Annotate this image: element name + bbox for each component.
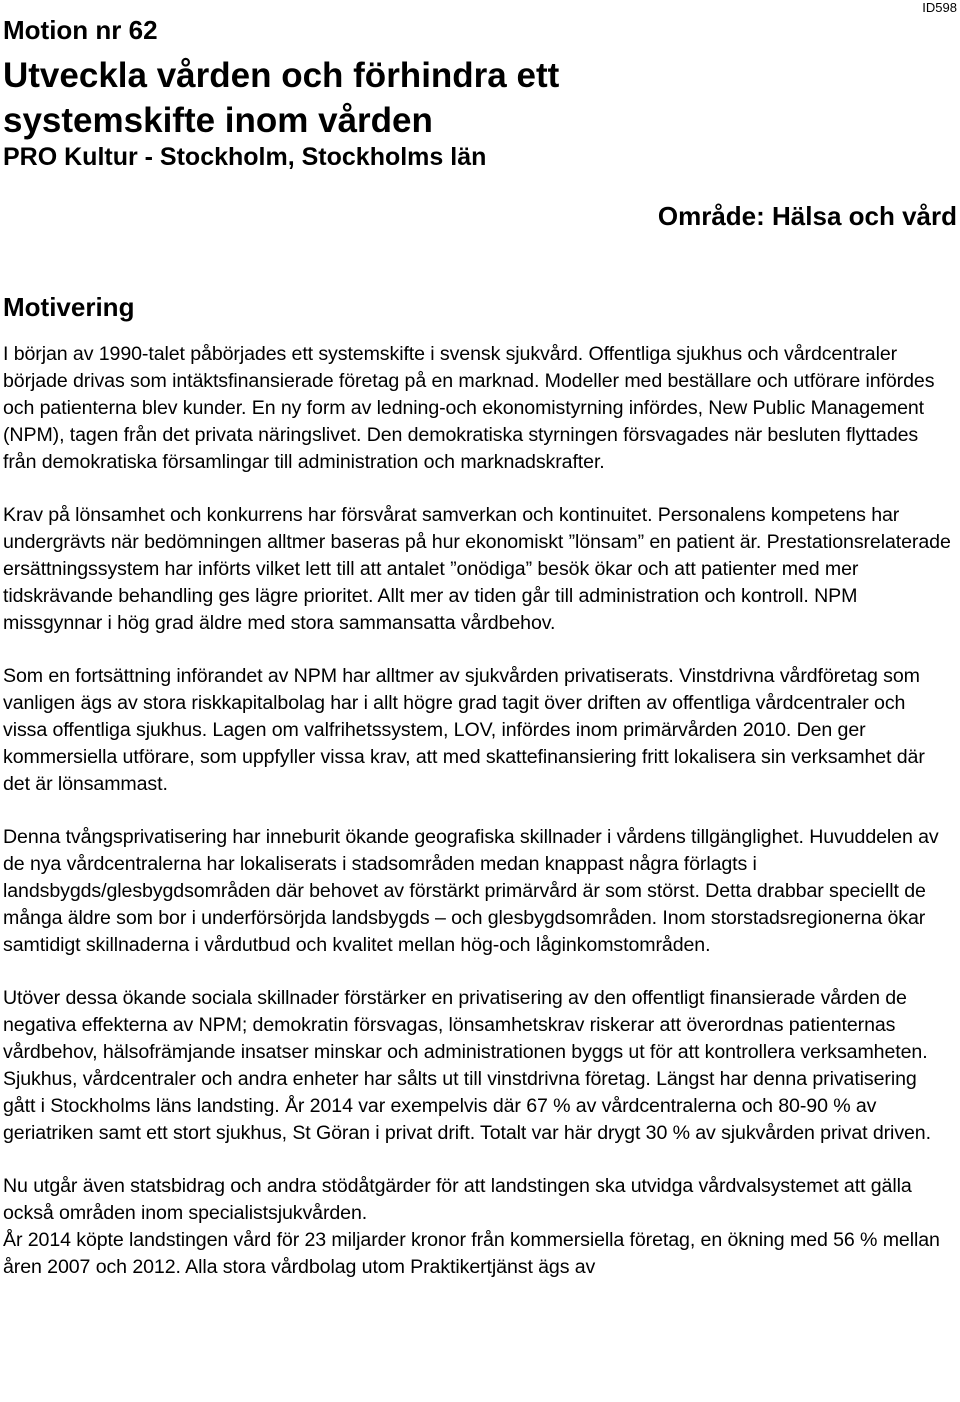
- paragraph: Nu utgår även statsbidrag och andra stödåtgärder för att landstingen ska utvidga vårdvalsystemet att gälla också områden inom specialistsjukvården.: [3, 1175, 912, 1224]
- paragraph: Krav på lönsamhet och konkurrens har försvårat samverkan och kontinuitet. Personalens kompetens har undergrävts när bedömningen alltmer baseras på hur ekonomiskt ”lönsam” en patient är. Prestationsrelaterade ersättningssystem har införts vilket lett till att antalet ”onödiga” besök ökar och att patienter med mer tidskrävande behandling ges lägre prioritet. Allt mer av tiden går till administration och kontroll. NPM missgynnar i hög grad äldre med stora sammansatta vårdbehov.: [3, 504, 951, 634]
- paragraph: År 2014 köpte landstingen vård för 23 miljarder kronor från kommersiella företag, en ökning med 56 % mellan åren 2007 och 2012. Alla stora vårdbolag utom Praktikertjänst ägs av: [3, 1229, 940, 1278]
- document-id-label: ID598: [922, 0, 957, 15]
- paragraph: I början av 1990-talet påbörjades ett systemskifte i svensk sjukvård. Offentliga sjukhus och vårdcentraler började drivas som intäktsfinansierade företag på en marknad. Modeller med beställare och utförare infördes och patienterna blev kunder. En ny form av ledning-och ekonomistyrning infördes, New Public Management (NPM), tagen från det privata näringslivet. Den demokratiska styrningen försvagades när besluten flyttades från demokratiska församlingar till administration och marknadskrafter.: [3, 343, 935, 473]
- paragraph: Denna tvångsprivatisering har inneburit ökande geografiska skillnader i vårdens tillgänglighet. Huvuddelen av de nya vårdcentralerna har lokaliserats i stadsområden medan knappast några förlagts i landsbygds/glesbygdsområden där behovet av förstärkt primärvård är som störst. Detta drabbar speciellt de många äldre som bor i underförsörjda landsbygds – och glesbygdsområden. Inom storstadsregionerna ökar samtidigt skillnaderna i vårdutbud och kvalitet mellan hög-och låginkomstområden.: [3, 826, 939, 956]
- paragraph: Utöver dessa ökande sociala skillnader förstärker en privatisering av den offentligt finansierade vården de negativa effekterna av NPM; demokratin försvagas, lönsamhetskrav riskerar att överordnas patienternas vårdbehov, hälsofrämjande insatser minskar och administrationen byggs ut för att kontrollera verksamheten. Sjukhus, vårdcentraler och andra enheter har sålts ut till vinstdrivna företag. Längst har denna privatisering gått i Stockholms läns landsting. År 2014 var exempelvis där 67 % av vårdcentralerna och 80-90 % av geriatriken samt ett stort sjukhus, St Göran i privat drift. Totalt var här drygt 30 % av sjukvården privat driven.: [3, 987, 931, 1144]
- paragraph: Som en fortsättning införandet av NPM har alltmer av sjukvården privatiserats. Vinstdrivna vårdföretag som vanligen ägs av stora riskkapitalbolag har i allt högre grad tagit över driften av offentliga vårdcentraler och vissa offentliga sjukhus. Lagen om valfrihetssystem, LOV, infördes inom primärvården 2010. Den ger kommersiella utförare, som uppfyller vissa krav, att med skattefinansiering fritt lokalisera sin verksamhet där det är lönsammast.: [3, 665, 925, 795]
- area-label: Område: Hälsa och vård: [657, 201, 957, 231]
- section-heading-motivering: Motivering: [3, 292, 135, 322]
- motion-title: Utveckla vården och förhindra ett systemskifte inom vården: [3, 56, 560, 140]
- body-text: [3, 341, 953, 1281]
- motion-number: Motion nr 62: [3, 15, 158, 45]
- submitter: PRO Kultur - Stockholm, Stockholms län: [3, 143, 487, 171]
